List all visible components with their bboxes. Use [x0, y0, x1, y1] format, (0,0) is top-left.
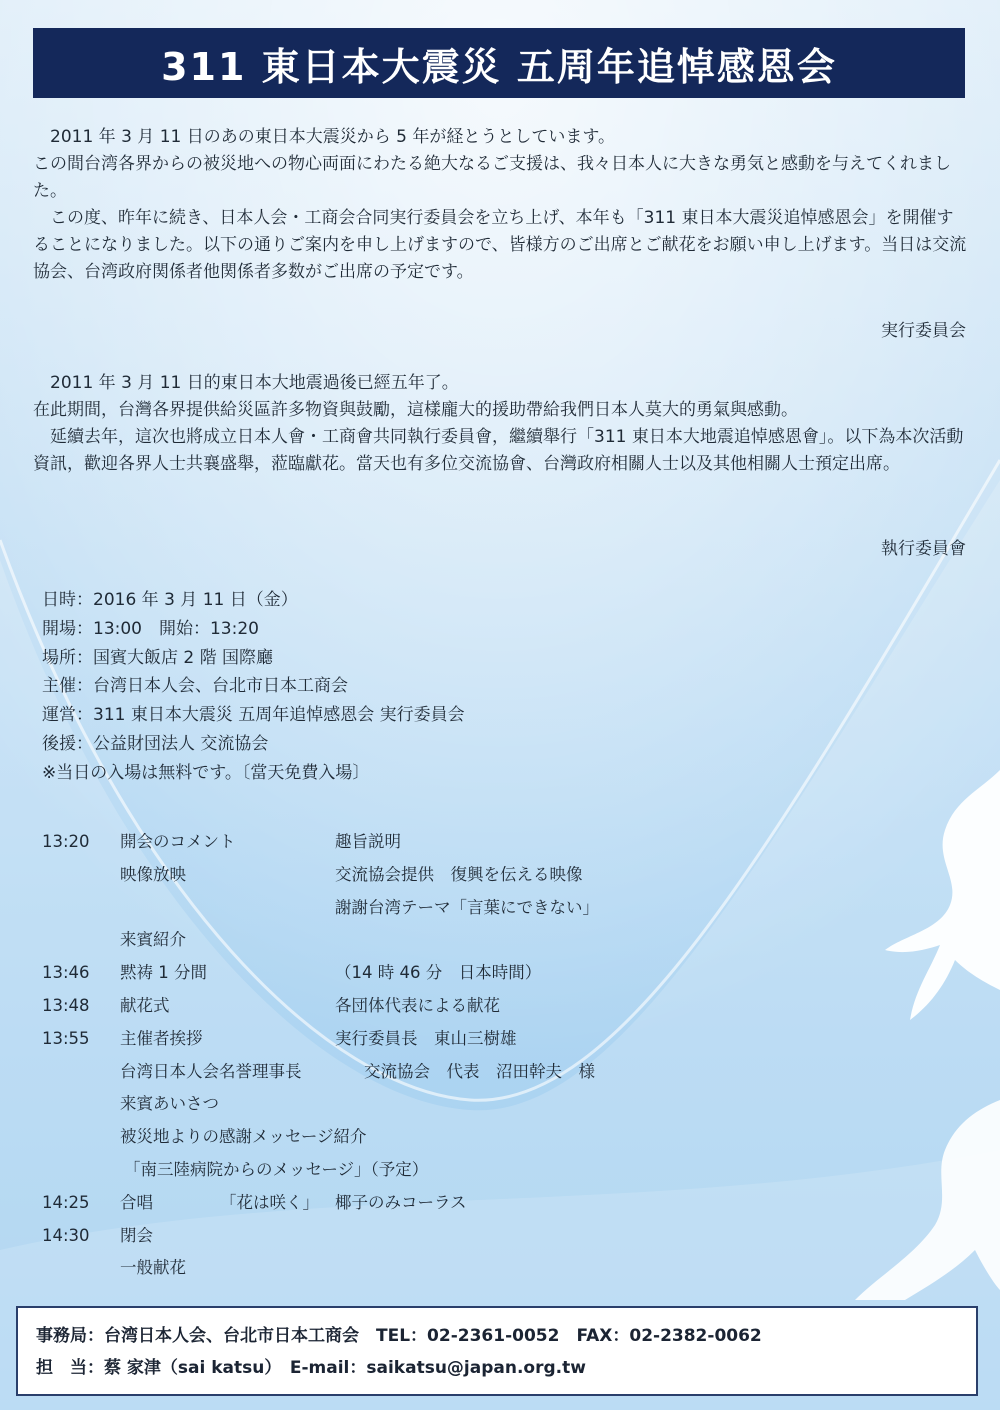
info-venue: 場所：国賓大飯店 2 階 国際廳 — [42, 647, 274, 668]
info-management: 運営：311 東日本大震災 五周年追悼感恩会 実行委員会 — [42, 705, 465, 726]
info-time: 開場：13:00 開始：13:20 — [42, 618, 259, 639]
jp-paragraph-1: 2011 年 3 月 11 日のあの東日本大震災から 5 年が経とうとしています。 — [50, 127, 615, 147]
zh-signature: 執行委員會 — [881, 539, 966, 559]
schedule-item: 「南三陸病院からのメッセージ」（予定） — [124, 1159, 429, 1179]
schedule-item: 台湾日本人会名誉理事長 — [120, 1061, 302, 1081]
schedule-row — [42, 861, 742, 894]
schedule-row — [42, 1090, 742, 1123]
japanese-message — [33, 124, 968, 286]
schedule-detail: （14 時 46 分 日本時間） — [335, 963, 542, 983]
schedule-detail: 各団体代表による献花 — [335, 995, 500, 1015]
zh-paragraph-3: 延續去年，這次也將成立日本人會・工商會共同執行委員會，繼續舉行「311 東日本大地震追悼感恩會」。以下為本次活動資訊，歡迎各界人士共襄盛舉，蒞臨獻花。當天也有多位交流協會、台灣政府相關人士以及其他相關人士預定出席。 — [33, 427, 964, 474]
zh-paragraph-1: 2011 年 3 月 11 日的東日本大地震過後已經五年了。 — [50, 373, 459, 393]
program-schedule — [42, 828, 742, 1287]
zh-paragraph-2: 在此期間，台灣各界提供給災區許多物資與鼓勵，這樣龐大的援助帶給我們日本人莫大的勇氣與感動。 — [33, 400, 798, 420]
schedule-detail: 交流協会 代表 沼田幹夫 様 — [364, 1061, 595, 1081]
schedule-row — [42, 1222, 742, 1255]
schedule-detail: 椰子のみコーラス — [335, 1192, 467, 1212]
schedule-row — [42, 1058, 742, 1091]
schedule-row — [42, 1189, 742, 1222]
schedule-item: 一般献花 — [120, 1258, 186, 1278]
schedule-item: 映像放映 — [120, 864, 186, 884]
contact-box — [16, 1306, 978, 1396]
schedule-row — [42, 926, 742, 959]
schedule-item: 閉会 — [120, 1225, 153, 1245]
schedule-item: 被災地よりの感謝メッセージ紹介 — [120, 1127, 367, 1147]
schedule-row — [42, 828, 742, 861]
contact-person: 担 当：蔡 家津（sai katsu） E-mail：saikatsu@japan.org.tw — [36, 1358, 586, 1378]
schedule-detail: 実行委員長 東山三樹雄 — [335, 1028, 517, 1048]
title-banner — [33, 28, 965, 98]
schedule-song: 「花は咲く」 — [220, 1192, 319, 1212]
schedule-row — [42, 959, 742, 992]
schedule-time: 14:30 — [42, 1225, 90, 1245]
schedule-item: 黙祷 1 分間 — [120, 963, 207, 983]
schedule-row — [42, 894, 742, 927]
schedule-item: 来賓あいさつ — [120, 1094, 219, 1114]
info-date: 日時：2016 年 3 月 11 日（金） — [42, 590, 298, 610]
schedule-item: 献花式 — [120, 995, 170, 1015]
jp-signature: 実行委員会 — [881, 321, 966, 341]
info-organizer: 主催：台湾日本人会、台北市日本工商会 — [42, 676, 348, 697]
jp-paragraph-2: この間台湾各界からの被災地への物心両面にわたる絶大なるご支援は、我々日本人に大きな勇気と感動を与えてくれました。 — [33, 154, 951, 201]
contact-office: 事務局：台湾日本人会、台北市日本工商会 TEL：02-2361-0052 FAX：02-2382-0062 — [36, 1326, 762, 1346]
event-info — [42, 586, 465, 788]
schedule-time: 13:48 — [42, 995, 90, 1015]
schedule-detail: 趣旨説明 — [335, 832, 401, 851]
schedule-time: 13:55 — [42, 1028, 90, 1048]
schedule-item: 開会のコメント — [120, 832, 236, 851]
schedule-item: 合唱 — [120, 1192, 153, 1212]
schedule-detail: 謝謝台湾テーマ「言葉にできない」 — [335, 897, 599, 917]
schedule-row — [42, 1254, 742, 1287]
schedule-row — [42, 1123, 742, 1156]
schedule-row — [42, 1025, 742, 1058]
schedule-item: 主催者挨拶 — [120, 1028, 203, 1048]
schedule-row — [42, 992, 742, 1025]
page-title: 311 東日本大震災 五周年追悼感恩会 — [161, 44, 837, 89]
jp-paragraph-3: この度、昨年に続き、日本人会・工商会合同実行委員会を立ち上げ、本年も「311 東日本大震災追悼感恩会」を開催することになりました。以下の通りご案内を申し上げますので、皆様方のご出席とご献花をお願い申し上げます。当日は交流協会、台湾政府関係者他関係者多数がご出席の予定です。 — [33, 208, 967, 282]
info-admission: ※当日の入場は無料です。〔當天免費入場〕 — [42, 762, 370, 783]
schedule-time: 13:46 — [42, 963, 90, 983]
schedule-item: 来賓紹介 — [120, 930, 186, 950]
schedule-row — [42, 1156, 742, 1189]
schedule-detail: 交流協会提供 復興を伝える映像 — [335, 864, 583, 884]
chinese-message — [33, 370, 968, 478]
schedule-time: 14:25 — [42, 1192, 90, 1212]
schedule-time: 13:20 — [42, 832, 90, 851]
info-support: 後援：公益財団法人 交流協会 — [42, 733, 269, 754]
